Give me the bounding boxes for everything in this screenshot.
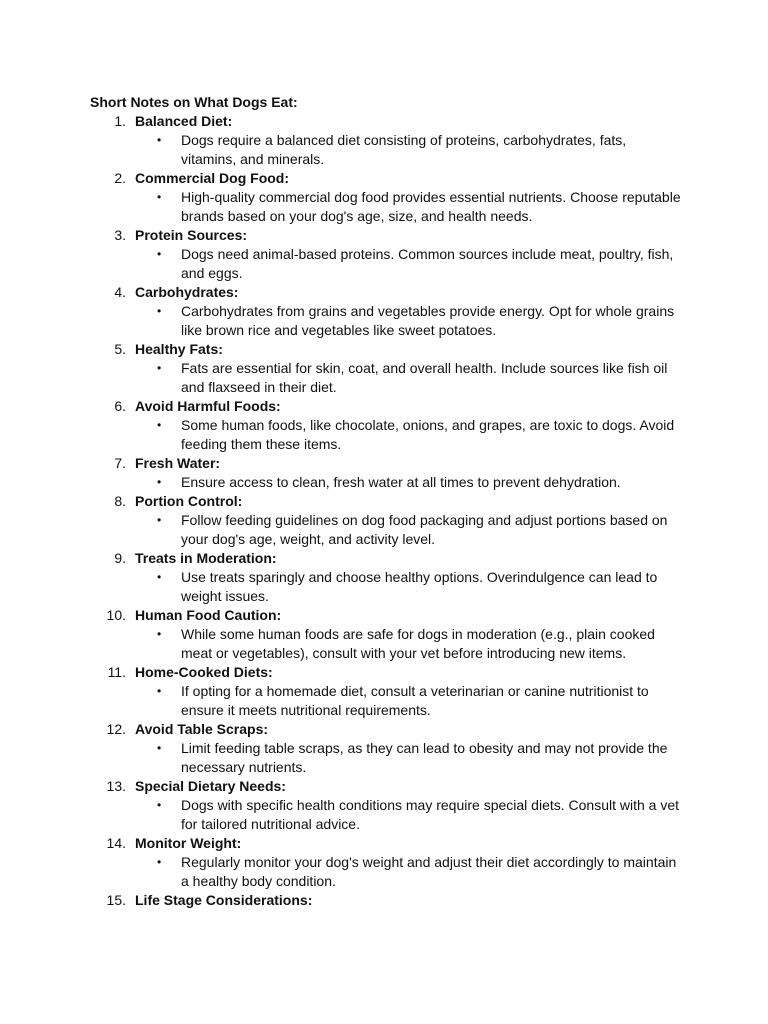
- bullet-icon: •: [157, 627, 162, 641]
- list-item: [0, 492, 768, 549]
- item-text: If opting for a homemade diet, consult a veterinarian or canine nutritionist to ensure it meets nutritional requirements.: [181, 683, 649, 718]
- item-label: Monitor Weight:: [135, 835, 242, 851]
- item-label: Fresh Water:: [135, 455, 221, 471]
- list-item: [0, 226, 768, 283]
- item-number: 4.: [114, 284, 126, 300]
- bullet-icon: •: [157, 418, 162, 432]
- item-label: Human Food Caution:: [135, 607, 282, 623]
- bullet-icon: •: [157, 475, 162, 489]
- item-text: Regularly monitor your dog's weight and adjust their diet accordingly to maintain a healthy body condition.: [181, 854, 677, 889]
- item-number: 7.: [114, 455, 126, 471]
- item-number: 12.: [106, 721, 126, 737]
- bullet-icon: •: [157, 304, 162, 318]
- item-text: Dogs require a balanced diet consisting of proteins, carbohydrates, fats, vitamins, and minerals.: [181, 132, 627, 167]
- item-number: 2.: [114, 170, 126, 186]
- item-label: Special Dietary Needs:: [135, 778, 286, 794]
- bullet-icon: •: [157, 361, 162, 375]
- item-number: 1.: [114, 113, 126, 129]
- list-item: [0, 397, 768, 454]
- item-number: 10.: [106, 607, 126, 623]
- notes-list: [0, 112, 768, 910]
- bullet-icon: •: [157, 741, 162, 755]
- item-label: Home-Cooked Diets:: [135, 664, 273, 680]
- item-number: 6.: [114, 398, 126, 414]
- list-item: [0, 549, 768, 606]
- item-number: 11.: [107, 664, 126, 680]
- bullet-icon: •: [157, 684, 162, 698]
- list-item: [0, 663, 768, 720]
- list-item: [0, 720, 768, 777]
- bullet-icon: •: [157, 133, 162, 147]
- list-item: [0, 891, 768, 910]
- item-number: 14.: [106, 835, 126, 851]
- item-text: Carbohydrates from grains and vegetables provide energy. Opt for whole grains like brown rice and vegetables like sweet potatoes.: [181, 303, 675, 338]
- list-item: [0, 606, 768, 663]
- item-label: Commercial Dog Food:: [135, 170, 290, 186]
- item-text: Use treats sparingly and choose healthy options. Overindulgence can lead to weight issues.: [181, 569, 658, 604]
- bullet-icon: •: [157, 190, 162, 204]
- list-item: [0, 777, 768, 834]
- bullet-icon: •: [157, 798, 162, 812]
- list-item: [0, 834, 768, 891]
- item-text: Dogs with specific health conditions may require special diets. Consult with a vet for tailored nutritional advice.: [181, 797, 680, 832]
- item-label: Treats in Moderation:: [135, 550, 277, 566]
- list-item: [0, 340, 768, 397]
- list-item: [0, 169, 768, 226]
- bullet-icon: •: [157, 855, 162, 869]
- item-number: 15.: [106, 892, 126, 908]
- item-label: Protein Sources:: [135, 227, 248, 243]
- item-label: Life Stage Considerations:: [135, 892, 313, 908]
- item-text: While some human foods are safe for dogs in moderation (e.g., plain cooked meat or vegetables), consult with your vet before introducing new items.: [181, 626, 655, 661]
- bullet-icon: •: [157, 247, 162, 261]
- item-label: Portion Control:: [135, 493, 243, 509]
- item-number: 5.: [114, 341, 126, 357]
- item-text: Follow feeding guidelines on dog food packaging and adjust portions based on your dog's age, weight, and activity level.: [181, 512, 668, 547]
- item-label: Avoid Table Scraps:: [135, 721, 269, 737]
- item-label: Carbohydrates:: [135, 284, 239, 300]
- list-item: [0, 283, 768, 340]
- list-item: [0, 112, 768, 169]
- item-number: 9.: [114, 550, 126, 566]
- bullet-icon: •: [157, 570, 162, 584]
- bullet-icon: •: [157, 513, 162, 527]
- item-number: 3.: [114, 227, 126, 243]
- list-item: [0, 454, 768, 492]
- item-text: Limit feeding table scraps, as they can lead to obesity and may not provide the necessary nutrients.: [181, 740, 668, 775]
- document-title: Short Notes on What Dogs Eat:: [90, 94, 298, 110]
- item-text: Some human foods, like chocolate, onions, and grapes, are toxic to dogs. Avoid feeding them these items.: [181, 417, 675, 452]
- item-text: Ensure access to clean, fresh water at all times to prevent dehydration.: [181, 474, 621, 490]
- item-number: 8.: [114, 493, 126, 509]
- item-text: High-quality commercial dog food provides essential nutrients. Choose reputable brands based on your dog's age, size, and health needs.: [181, 189, 681, 224]
- item-text: Fats are essential for skin, coat, and overall health. Include sources like fish oil and flaxseed in their diet.: [181, 360, 668, 395]
- item-label: Healthy Fats:: [135, 341, 223, 357]
- item-label: Balanced Diet:: [135, 113, 233, 129]
- item-label: Avoid Harmful Foods:: [135, 398, 281, 414]
- item-number: 13.: [106, 778, 126, 794]
- item-text: Dogs need animal-based proteins. Common sources include meat, poultry, fish, and eggs.: [181, 246, 674, 281]
